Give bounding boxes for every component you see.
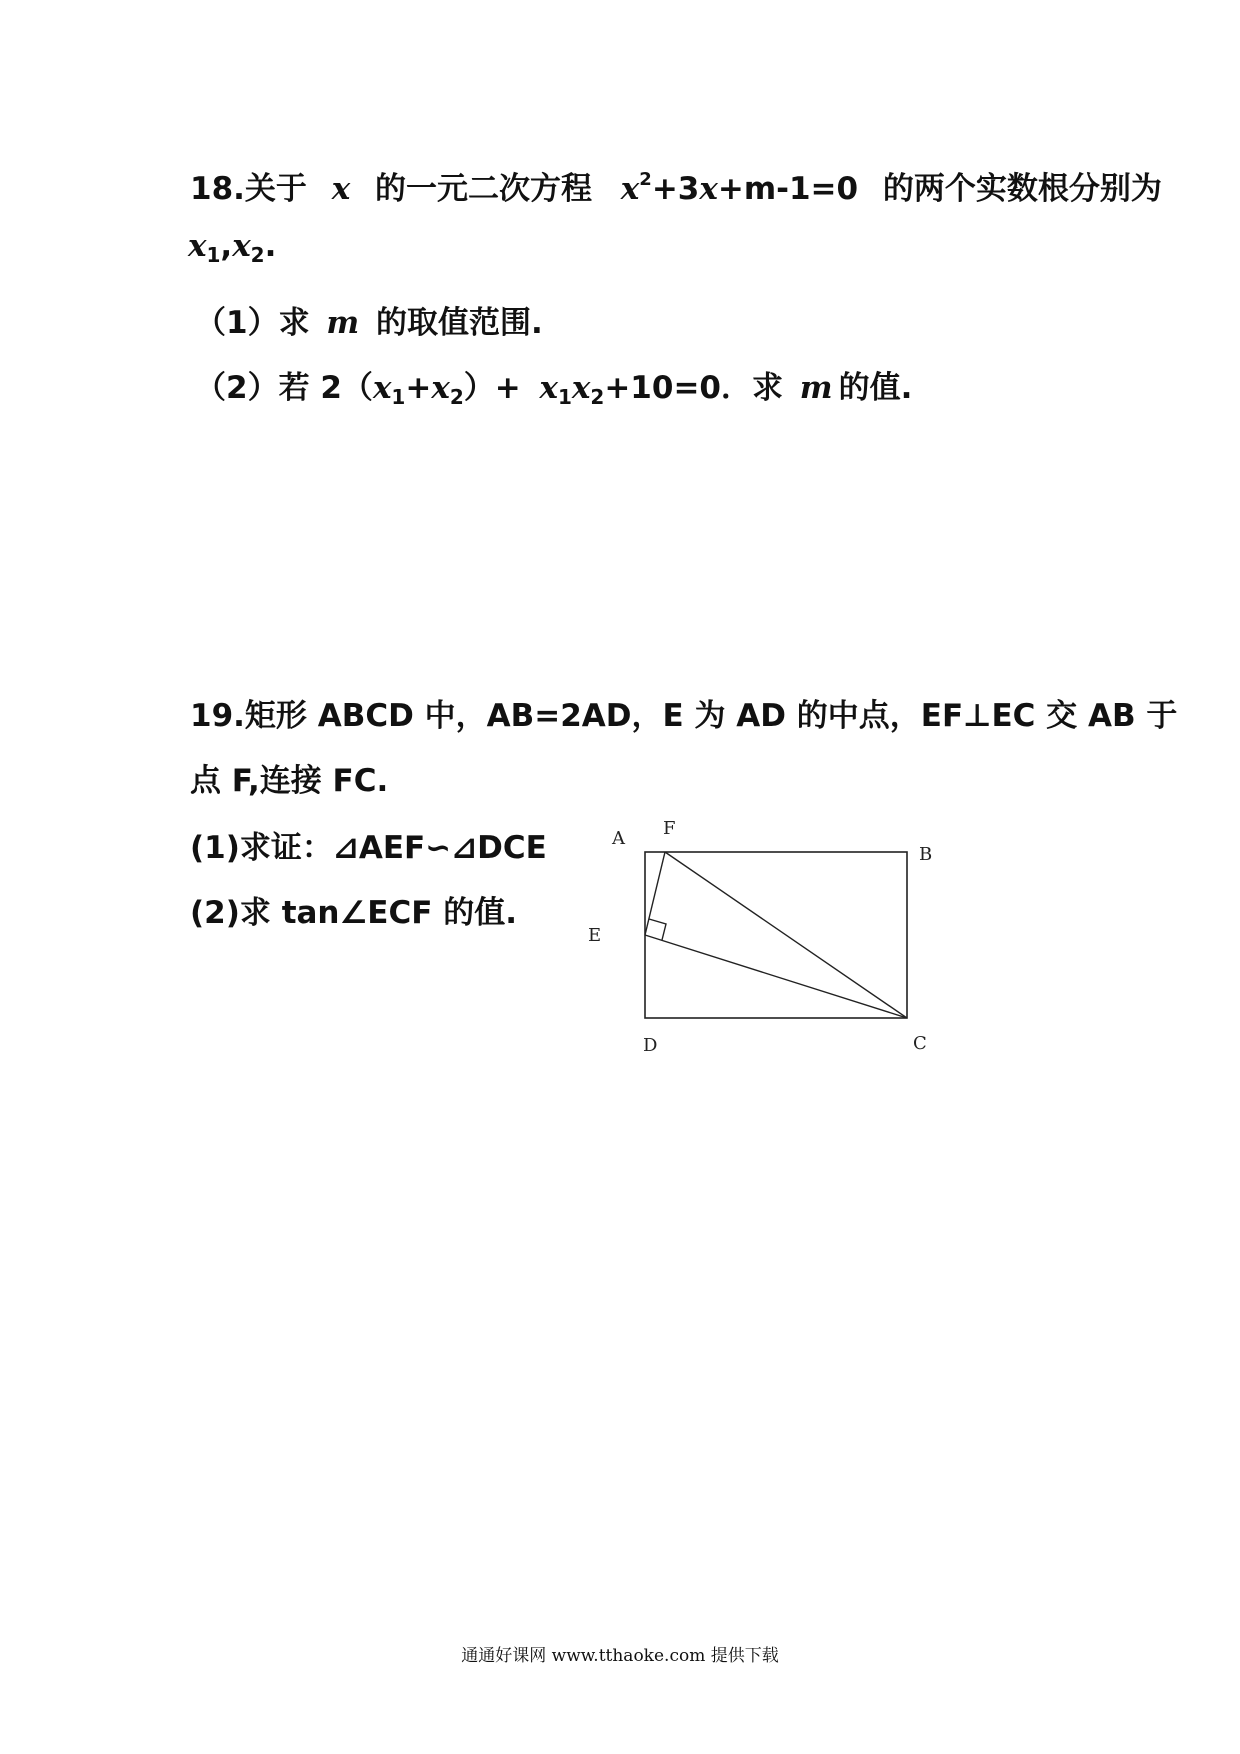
q18-suffix: 的两个实数根分别为 bbox=[882, 171, 1162, 207]
q18-part1 bbox=[195, 297, 543, 342]
q19-line2 bbox=[190, 755, 388, 800]
label-a: A bbox=[612, 828, 625, 849]
p2-end: 的值. bbox=[838, 370, 913, 406]
q18-prefix: 18.关于 bbox=[190, 171, 307, 207]
q19-part2-text: (2)求 tan∠ECF 的值. bbox=[190, 895, 517, 931]
label-b: B bbox=[919, 844, 933, 865]
sub1: 1 bbox=[206, 243, 221, 267]
p2-x1: x bbox=[372, 370, 392, 406]
eq-sup: 2 bbox=[639, 169, 652, 190]
footer: 通通好课网 www.tthaoke.com 提供下载 bbox=[461, 1646, 779, 1666]
p2-var-m: m bbox=[799, 370, 833, 406]
q18-line2 bbox=[188, 228, 276, 267]
var-x: x bbox=[331, 171, 351, 207]
rectangle-abcd bbox=[645, 852, 907, 1018]
sub2: 2 bbox=[250, 243, 265, 267]
q19-line2-text: 点 F,连接 FC. bbox=[190, 763, 389, 799]
p2-label: （2）若 2（ bbox=[195, 370, 373, 406]
p2-s3: 1 bbox=[558, 385, 572, 409]
q19-part1-text: (1)求证：⊿AEF∽⊿DCE bbox=[190, 830, 547, 866]
p2-x2: x bbox=[431, 370, 450, 406]
p2-rest: +10=0．求 bbox=[604, 370, 783, 406]
eq-rest: +m-1=0 bbox=[717, 171, 859, 207]
q19-part2 bbox=[190, 887, 517, 932]
q18-mid: 的一元二次方程 bbox=[375, 171, 592, 207]
p2-s4: 2 bbox=[590, 385, 605, 409]
p2-s2: 2 bbox=[449, 385, 464, 409]
segment-fc bbox=[665, 852, 907, 1018]
dot: . bbox=[264, 228, 277, 264]
q18-line1 bbox=[190, 163, 1162, 208]
eq-x: x bbox=[620, 171, 640, 207]
p1-var-m: m bbox=[326, 305, 360, 341]
label-d: D bbox=[643, 1035, 658, 1056]
eq-plus3: +3 bbox=[651, 171, 700, 207]
p2-s1: 1 bbox=[391, 385, 406, 409]
label-e: E bbox=[588, 925, 602, 946]
q19-line1-text: 19.矩形 ABCD 中，AB=2AD，E 为 AD 的中点，EF⊥EC 交 AB 于 bbox=[190, 698, 1178, 734]
p1-text: 的取值范围. bbox=[375, 305, 543, 341]
p2-x4: x bbox=[571, 370, 591, 406]
root-x1: x bbox=[188, 228, 207, 264]
eq-x2: x bbox=[699, 171, 718, 207]
equation bbox=[621, 169, 858, 207]
p2-plus: + bbox=[405, 370, 432, 406]
segment-ec bbox=[645, 935, 907, 1018]
p2-x3: x bbox=[539, 370, 558, 406]
label-c: C bbox=[913, 1033, 927, 1054]
p1-label: （1）求 bbox=[195, 305, 310, 341]
q18-part2 bbox=[195, 362, 912, 409]
p2-close: ）+ bbox=[463, 370, 521, 406]
q19-line1 bbox=[190, 690, 1177, 735]
label-f: F bbox=[663, 818, 676, 839]
q19-part1 bbox=[190, 822, 547, 867]
comma: , bbox=[220, 228, 233, 264]
rectangle-figure bbox=[570, 818, 950, 1058]
root-x2: x bbox=[232, 228, 251, 264]
